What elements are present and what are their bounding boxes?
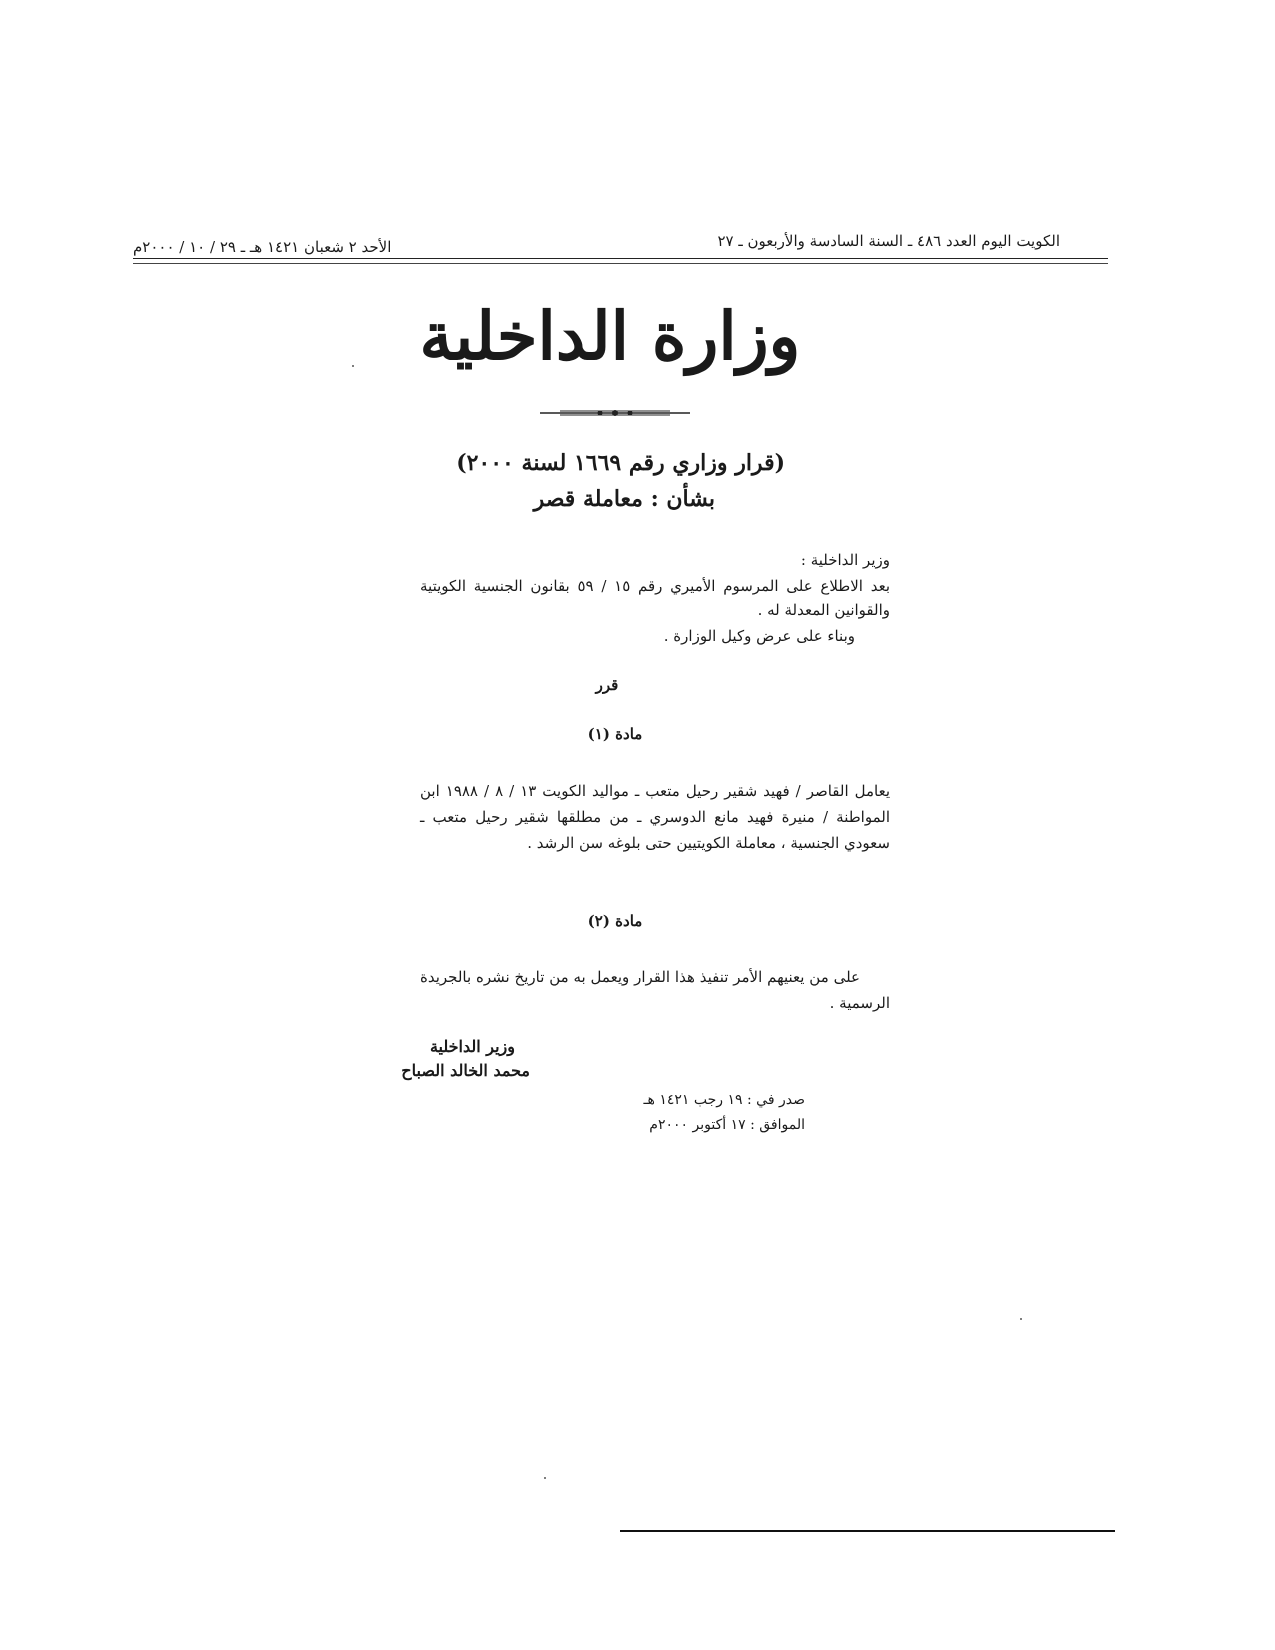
decision-title: (قرار وزاري رقم ١٦٦٩ لسنة ٢٠٠٠) xyxy=(456,450,785,476)
decided-heading: قرر xyxy=(595,676,619,694)
signatory-name: محمد الخالد الصباح xyxy=(401,1061,530,1080)
ministry-masthead: وزارة الداخلية xyxy=(419,297,801,375)
gazette-issue-line: الكويت اليوم العدد ٤٨٦ ـ السنة السادسة والأربعون ـ ٢٧ xyxy=(717,232,1060,250)
based-on-text: وبناء على عرض وكيل الوزارة . xyxy=(663,627,855,645)
article-2-heading: مادة (٢) xyxy=(587,912,643,930)
scan-speck xyxy=(1020,1318,1022,1320)
header-rule-bottom xyxy=(133,263,1108,264)
gazette-date-line: الأحد ٢ شعبان ١٤٢١ هـ ـ ٢٩ / ١٠ / ٢٠٠٠م xyxy=(133,238,392,256)
preamble-text: بعد الاطلاع على المرسوم الأميري رقم ١٥ / ٥٩ بقانون الجنسية الكويتية والقوانين المعدلة له . xyxy=(420,577,890,619)
minister-label: وزير الداخلية : xyxy=(800,551,890,569)
header-rule-top xyxy=(133,258,1108,259)
article-2-text: على من يعنيهم الأمر تنفيذ هذا القرار ويعمل به من تاريخ نشره بالجريدة الرسمية . xyxy=(420,968,890,1012)
signatory-title: وزير الداخلية xyxy=(429,1037,515,1056)
scan-speck xyxy=(544,1477,546,1479)
issued-date: صدر في : ١٩ رجب ١٤٢١ هـ xyxy=(643,1092,805,1108)
scan-speck xyxy=(352,365,354,367)
corresponding-date: الموافق : ١٧ أكتوبر ٢٠٠٠م xyxy=(649,1117,805,1133)
bottom-rule xyxy=(620,1530,1115,1532)
article-1-text: يعامل القاصر / فهيد شقير رحيل متعب ـ مواليد الكويت ١٣ / ٨ / ١٩٨٨ ابن المواطنة / منيرة فهيد مانع الدوسري ـ من مطلقها شقير رحيل متعب ـ سعودي الجنسية ، معاملة الكويتيين حتى بلوغه سن الرشد . xyxy=(420,782,891,852)
ornament-divider-icon xyxy=(540,406,690,420)
decision-subject: بشأن : معاملة قصر xyxy=(533,486,715,512)
article-1-heading: مادة (١) xyxy=(587,725,643,743)
